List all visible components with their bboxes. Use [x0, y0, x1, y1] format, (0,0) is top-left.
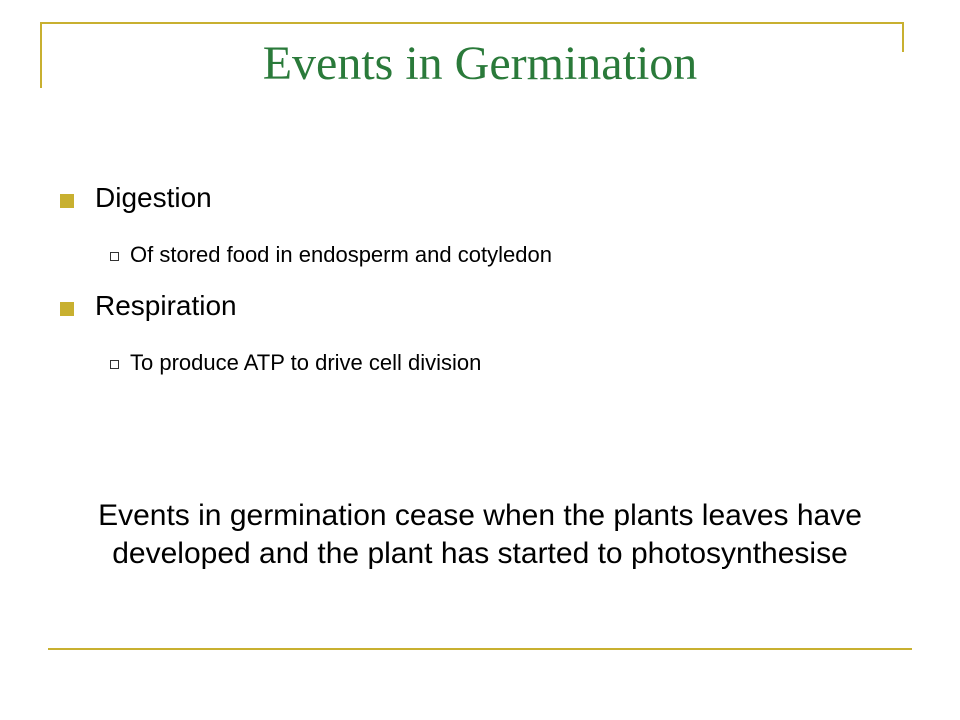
- hollow-square-bullet-icon: [110, 360, 119, 369]
- sub-bullet-respiration: To produce ATP to drive cell division: [130, 350, 482, 375]
- bullet-digestion: Digestion: [95, 182, 212, 213]
- slide-title: Events in Germination: [262, 37, 698, 90]
- hollow-square-bullet-icon: [110, 252, 119, 261]
- closing-paragraph: Events in germination cease when the plants leaves have developed and the plant has started to photosynthesise: [98, 499, 862, 570]
- bullet-respiration: Respiration: [95, 290, 237, 321]
- sub-bullet-digestion: Of stored food in endosperm and cotyledon: [130, 242, 552, 267]
- square-bullet-icon: [60, 194, 74, 208]
- top-rule: [40, 22, 904, 24]
- bottom-rule: [48, 648, 912, 650]
- square-bullet-icon: [60, 302, 74, 316]
